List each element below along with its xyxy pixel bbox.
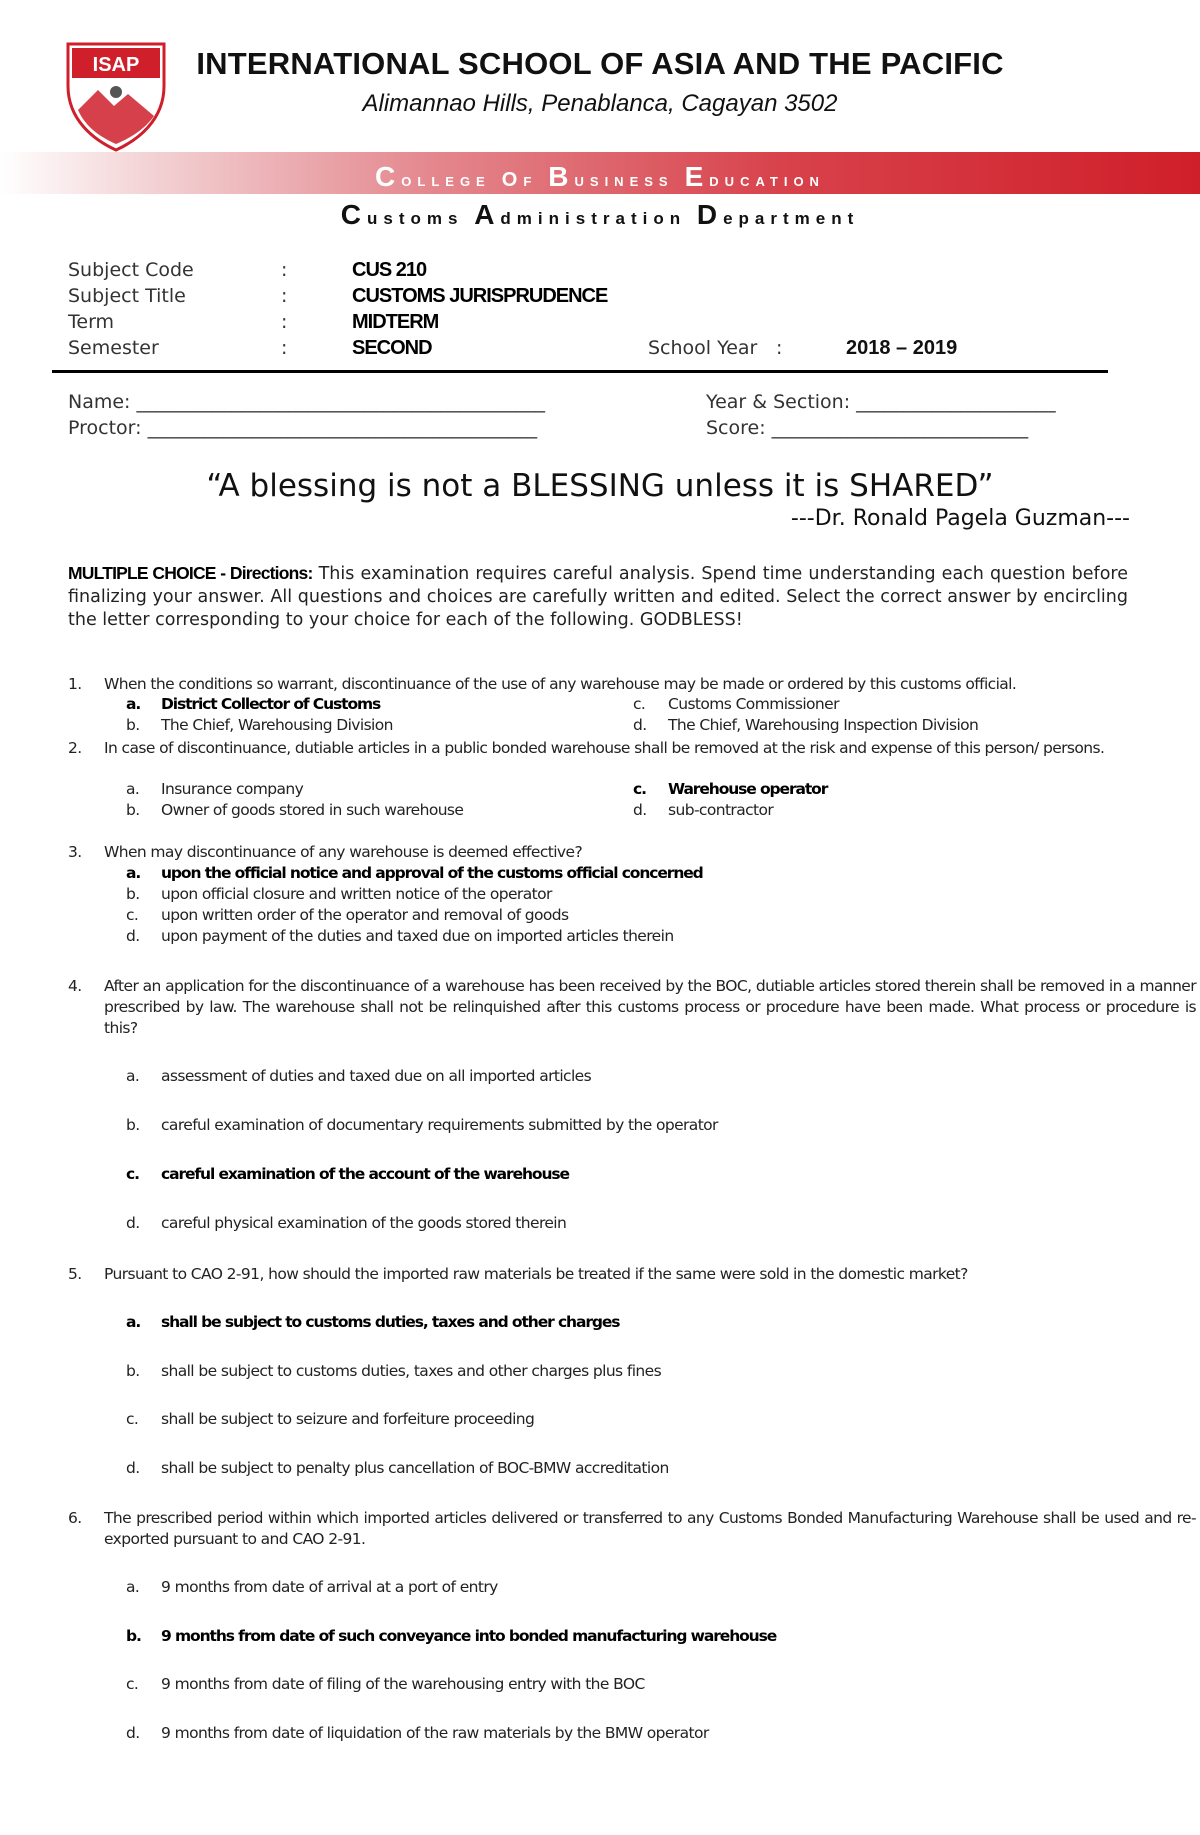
colon: :	[281, 259, 288, 281]
question-stem: The prescribed period within which imported articles delivered or transferred to any Customs Bonded Manufacturing Warehouse shall be used and re-exported pursuant to and CAO 2-91.	[104, 1509, 1196, 1548]
name-field[interactable]: Name: ___________________________________________	[68, 391, 545, 413]
score-field[interactable]: Score: ___________________________	[706, 417, 1029, 439]
subject-code-row	[68, 259, 968, 285]
quote-author: ---Dr. Ronald Pagela Guzman---	[790, 506, 1130, 531]
subject-code-label: Subject Code	[68, 259, 194, 281]
colon: :	[776, 337, 783, 359]
question-number: 6.	[68, 1509, 82, 1527]
subject-code-value: CUS 210	[352, 259, 427, 281]
colon: :	[281, 285, 288, 307]
semester-row	[68, 337, 968, 363]
school-year-value: 2018 – 2019	[846, 337, 958, 359]
divider	[52, 370, 1108, 373]
question-stem: When the conditions so warrant, discontinuance of the use of any warehouse may be made or ordered by this customs official.	[104, 675, 1017, 693]
colon: :	[281, 311, 288, 333]
school-year-label: School Year	[648, 337, 758, 359]
semester-value: SECOND	[352, 337, 432, 359]
question-number: 1.	[68, 675, 82, 693]
semester-label: Semester	[68, 337, 159, 359]
subject-title-value: CUSTOMS JURISPRUDENCE	[352, 285, 608, 307]
term-value: MIDTERM	[352, 311, 439, 333]
directions-label: MULTIPLE CHOICE - Directions:	[68, 563, 313, 583]
question-stem: Pursuant to CAO 2-91, how should the imported raw materials be treated if the same were sold in the domestic market?	[104, 1265, 968, 1283]
logo-text: ISAP	[92, 54, 140, 76]
question-number: 2.	[68, 739, 82, 757]
subject-title-label: Subject Title	[68, 285, 186, 307]
proctor-field[interactable]: Proctor: _________________________________________	[68, 417, 538, 439]
colon: :	[281, 337, 288, 359]
term-row	[68, 311, 968, 337]
year-section-field[interactable]: Year & Section: _____________________	[706, 391, 1056, 413]
school-name: INTERNATIONAL SCHOOL OF ASIA AND THE PACIFIC	[196, 46, 1004, 81]
question-stem: In case of discontinuance, dutiable articles in a public bonded warehouse shall be removed at the risk and expense of this person/ persons.	[104, 739, 1105, 757]
college-name: College of Business Education	[375, 161, 825, 192]
subject-title-row	[68, 285, 968, 311]
school-address: Alimannao Hills, Penablanca, Cagayan 3502	[362, 90, 838, 117]
term-label: Term	[68, 311, 115, 333]
question-number: 3.	[68, 843, 82, 861]
question-stem: When may discontinuance of any warehouse is deemed effective?	[104, 843, 583, 861]
question-number: 4.	[68, 977, 82, 995]
quote-text: “A blessing is not a BLESSING unless it is SHARED”	[206, 468, 994, 504]
department-name: Customs Administration Department	[340, 199, 860, 230]
question-stem: After an application for the discontinuance of a warehouse has been received by the BOC, dutiable articles stored therein shall be removed in a manner prescribed by law. The warehouse shall not be relinquished after this customs process or procedure have been made. What process or procedure is this?	[104, 977, 1196, 1037]
directions	[68, 562, 1128, 632]
directions-text: This examination requires careful analysis. Spend time understanding each question before finalizing your answer. All questions and choices are carefully written and edited. Select the correct answer by encircling the letter corresponding to your choice for each of the following. GODBLESS!	[68, 564, 1129, 630]
question-number: 5.	[68, 1265, 82, 1283]
